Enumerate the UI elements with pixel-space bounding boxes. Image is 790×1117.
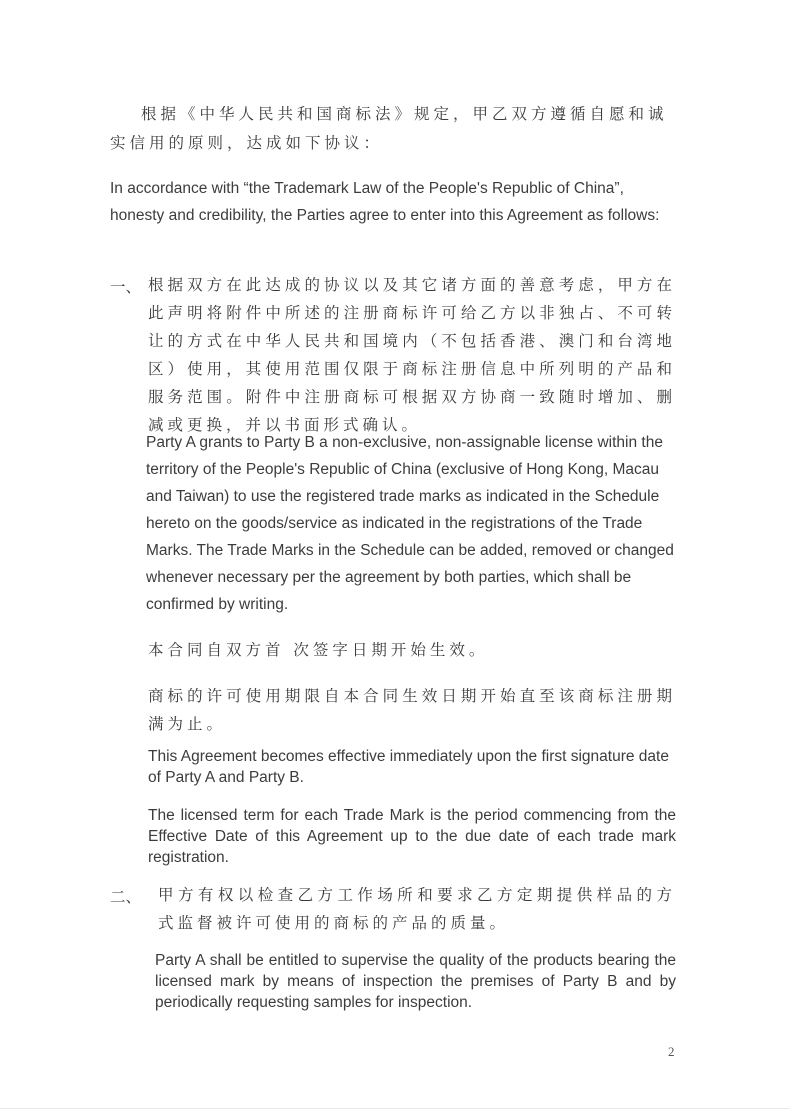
scan-edge-line [0, 1108, 790, 1109]
intro-english-paragraph: In accordance with “the Trademark Law of the People's Republic of China”, honesty and credibility, the Parties agree to enter into this Agreement as follows: [110, 180, 660, 224]
clause-1-number: 一、 [110, 278, 142, 296]
intro-chinese-paragraph: 根据《中华人民共和国商标法》规定，甲乙双方遵循自愿和诚实信用的原则，达成如下协议： [110, 105, 668, 152]
clause-2-english-paragraph: Party A shall be entitled to supervise the quality of the products bearing the licensed mark by means of inspection the premises of Party B and by periodically requesting samples for inspection. [155, 952, 676, 1011]
license-term-english: The licensed term for each Trade Mark is the period commencing from the Effective Date of this Agreement up to the due date of each trade mark registration. [148, 807, 676, 866]
clause-1-english-paragraph: Party A grants to Party B a non-exclusive, non-assignable license within the territory of the People's Republic of China (exclusive of Hong Kong, Macau and Taiwan) to use the registered trade marks as indicated in the Schedule hereto on the goods/service as indicated in the registrations of the Trade Marks. The Trade Marks in the Schedule can be added, removed or changed whenever necessary per the agreement by both parties, which shall be confirmed by writing. [146, 434, 674, 613]
effective-date-english: This Agreement becomes effective immediately upon the first signature date of Party A and Party B. [148, 748, 669, 786]
clause-2-chinese-paragraph: 甲方有权以检查乙方工作场所和要求乙方定期提供样品的方式监督被许可使用的商标的产品的质量。 [158, 886, 676, 932]
clause-1-chinese-paragraph: 根据双方在此达成的协议以及其它诸方面的善意考虑，甲方在此声明将附件中所述的注册商标许可给乙方以非独占、不可转让的方式在中华人民共和国境内（不包括香港、澳门和台湾地区）使用，其使用范围仅限于商标注册信息中所列明的产品和服务范围。附件中注册商标可根据双方协商一致随时增加、删减或更换，并以书面形式确认。 [148, 276, 676, 434]
page-number: 2 [668, 1044, 675, 1059]
effective-date-chinese: 本合同自双方首 次签字日期开始生效。 [148, 641, 489, 659]
license-term-chinese: 商标的许可使用期限自本合同生效日期开始直至该商标注册期满为止。 [148, 687, 676, 733]
clause-2-number: 二、 [110, 888, 142, 906]
